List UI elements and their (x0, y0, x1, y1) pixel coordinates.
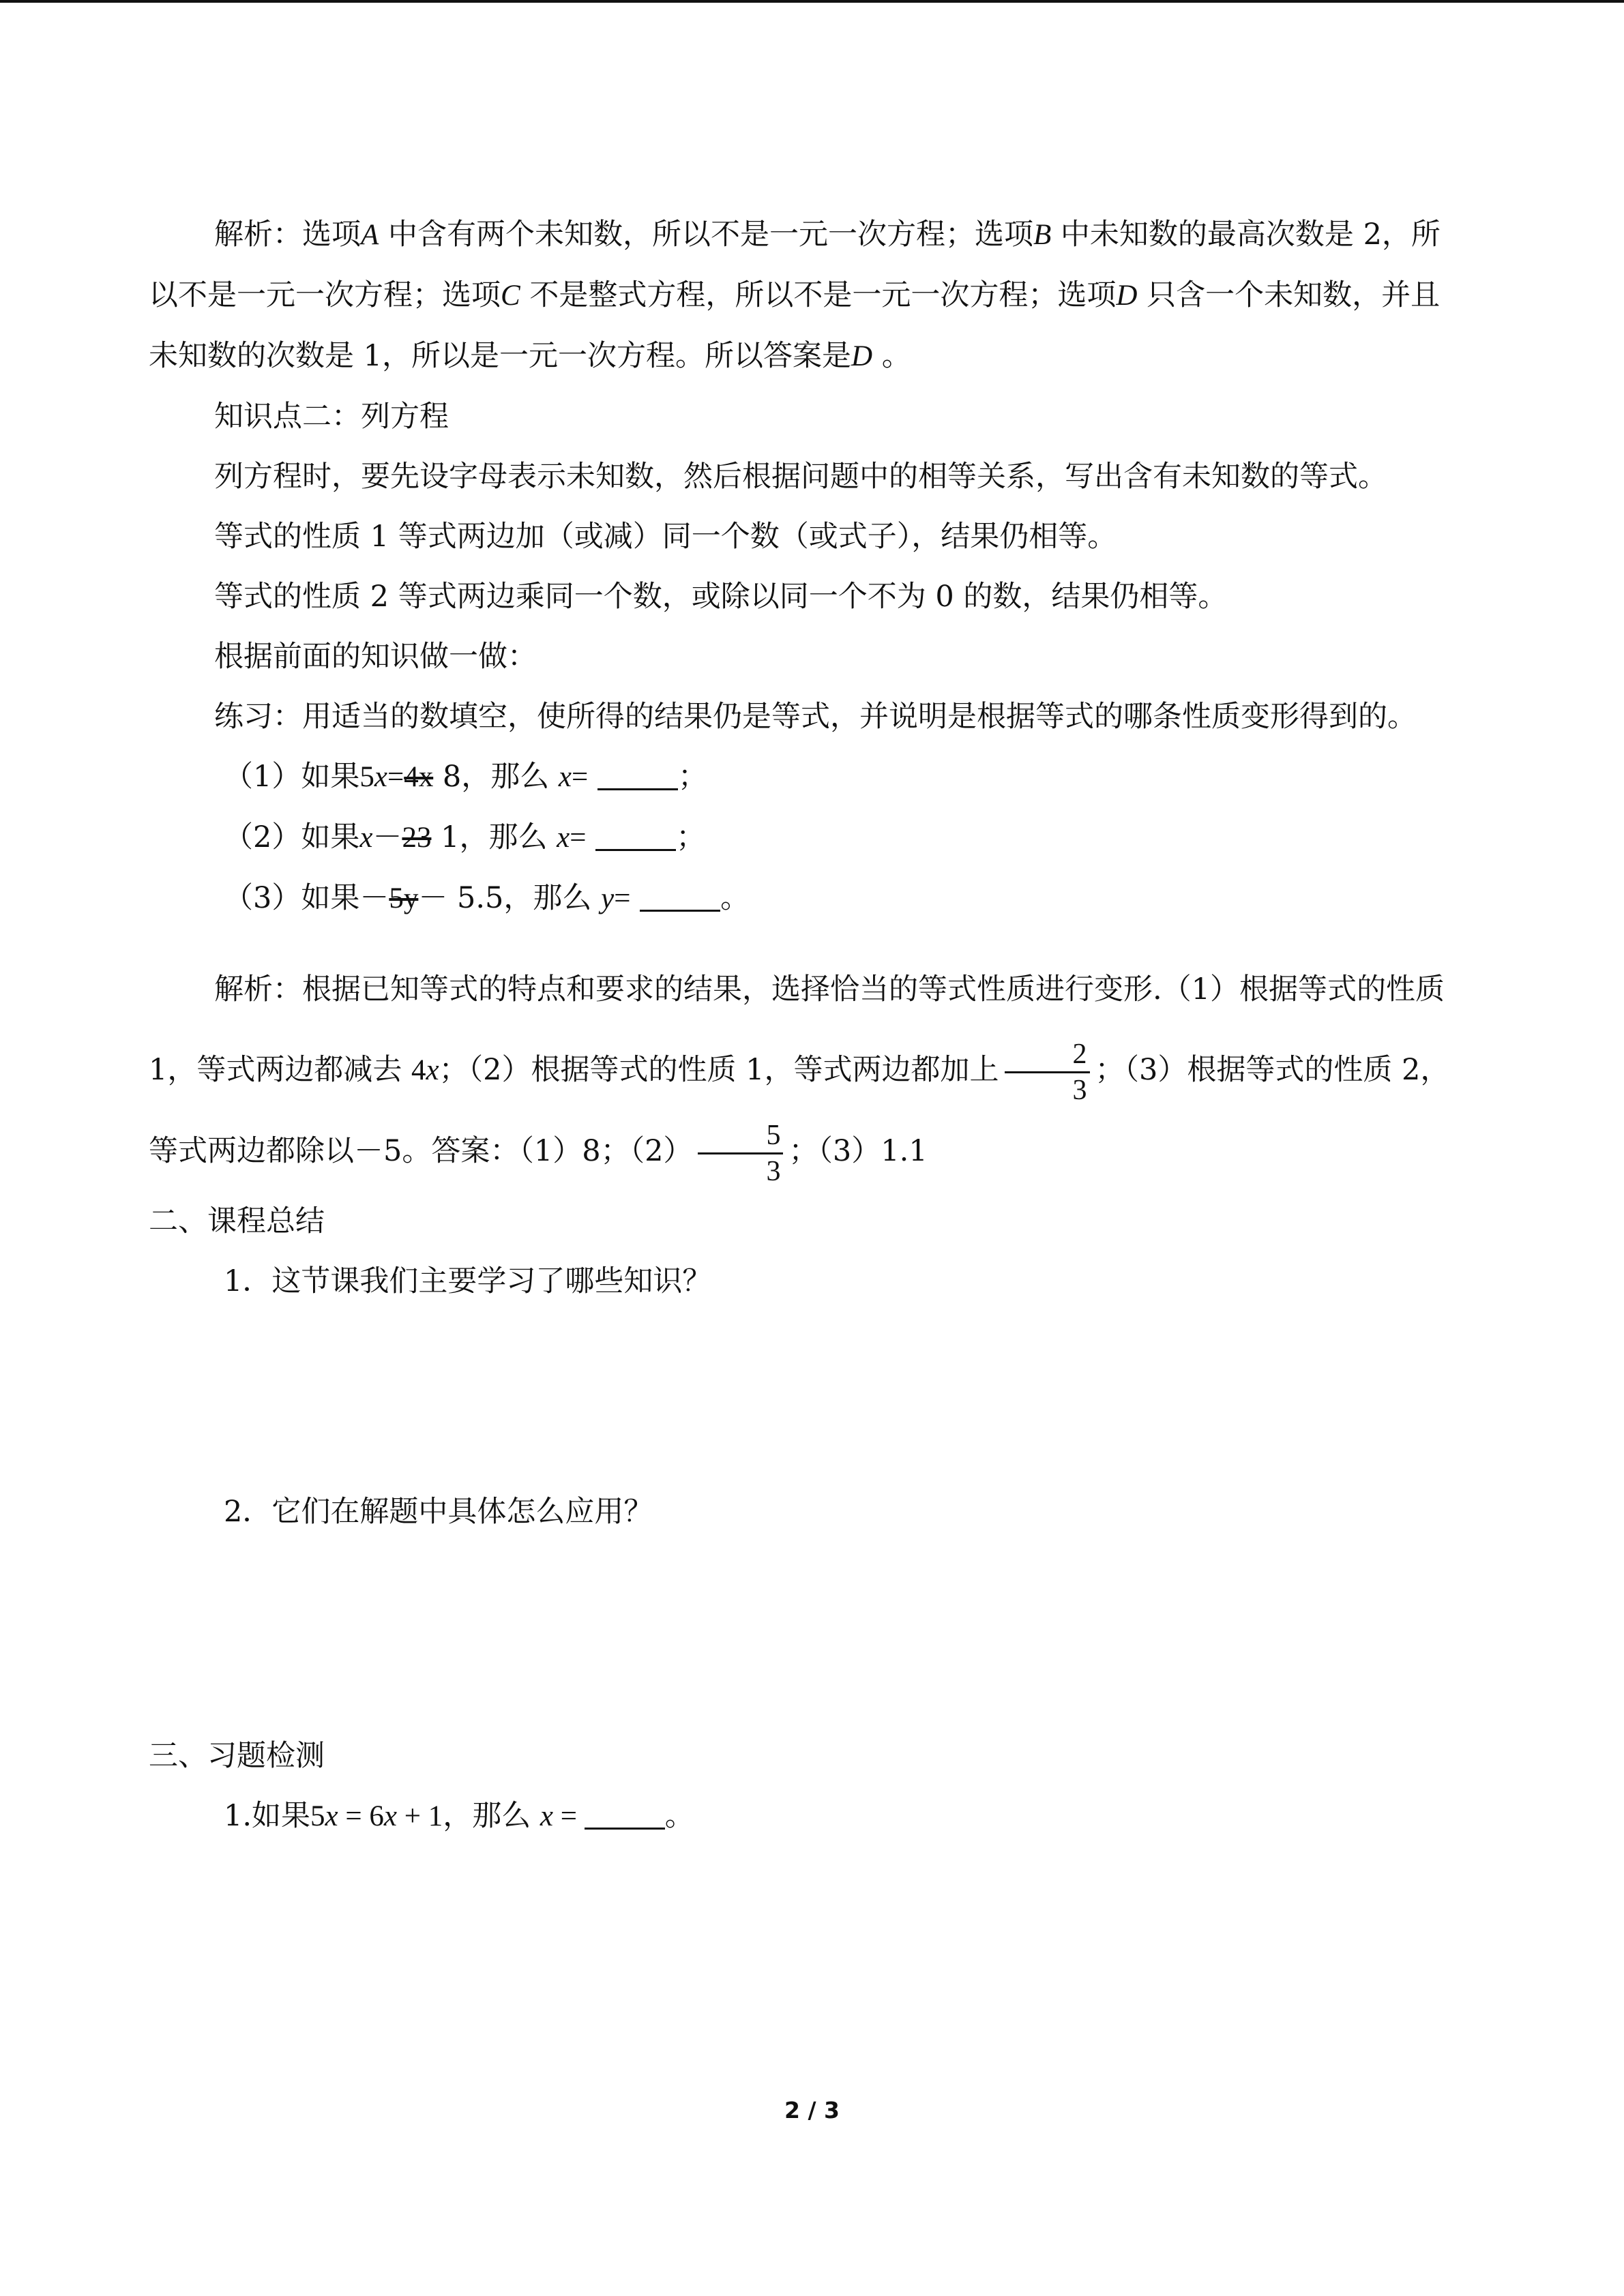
exercise-item-2 (149, 807, 1458, 868)
analysis-paragraph-1 (149, 205, 1458, 387)
text: 。 (664, 1799, 694, 1833)
exercise-item-3 (149, 868, 1458, 929)
text: 中含有两个未知数，所以不是一元一次方程；选项 (379, 218, 1033, 252)
fraction-two-thirds (1005, 1037, 1090, 1107)
math: 4 (411, 1054, 426, 1086)
struck-term: 4x (404, 761, 434, 793)
exercise-item-1 (149, 747, 1458, 807)
text: ，那么 (443, 1799, 540, 1833)
equality-property-1: 等式的性质 1 等式两边加（或减）同一个数（或式子），结果仍相等。 (214, 520, 1117, 554)
math: － (372, 822, 402, 854)
math: = (553, 1800, 585, 1832)
variable: x (557, 822, 570, 854)
variable: y (601, 882, 615, 914)
variable-b: B (1033, 219, 1052, 251)
text: 1.如果 (224, 1799, 311, 1833)
math: + 1 (396, 1800, 443, 1832)
fraction-numerator: 2 (1005, 1037, 1090, 1073)
answer-space[interactable] (149, 1542, 1458, 1726)
equality-property-2: 等式的性质 2 等式两边乘同一个数，或除以同一个不为 0 的数，结果仍相等。 (214, 580, 1228, 614)
variable: x (540, 1800, 554, 1832)
variable: x (374, 761, 387, 793)
fraction-denominator: 3 (1072, 1074, 1087, 1106)
text: － 5.5，那么 (418, 881, 602, 915)
variable-d: D (851, 340, 873, 372)
try-it-prompt: 根据前面的知识做一做： (214, 640, 537, 674)
text: ； (676, 820, 706, 854)
answer-space[interactable] (149, 1311, 1458, 1482)
answer-blank[interactable] (597, 756, 678, 790)
text: ；（2）根据等式的性质 1，等式两边都加上 (439, 1053, 999, 1087)
math: － (359, 882, 389, 914)
summary-question-1: 1．这节课我们主要学习了哪些知识？ (224, 1264, 712, 1298)
text: （3）如果 (224, 881, 360, 915)
text: 中未知数的最高次数是 2，所以不是一元一次方程；选项 (149, 218, 1441, 312)
page-number: 2 / 3 (784, 2097, 840, 2123)
answer-blank[interactable] (640, 877, 720, 912)
spacer (149, 929, 1458, 949)
text: 。 (720, 881, 750, 915)
variable-d: D (1116, 280, 1138, 312)
top-border (0, 0, 1624, 3)
text: 解析：选项 (214, 218, 361, 252)
knowledge-point-2-title: 知识点二：列方程 (214, 400, 449, 434)
text: 不是整式方程，所以不是一元一次方程；选项 (520, 278, 1117, 312)
fraction-numerator: 5 (698, 1118, 783, 1154)
analysis-paragraph-2 (149, 949, 1458, 1191)
variable: x (426, 1054, 439, 1086)
document-body (149, 205, 1458, 1847)
text: ；（3）根据等式的性质 2，等式两边都除以－5。答案：（1）8；（2） (149, 1053, 1450, 1168)
text: ；（3）1.1 (788, 1134, 928, 1168)
math: 6 (369, 1800, 384, 1832)
struck-term: 23 (402, 822, 432, 854)
text: （1）如果 (224, 760, 360, 794)
variable-c: C (501, 280, 520, 312)
variable-a: A (361, 219, 379, 251)
math: = (572, 761, 589, 793)
variable: x (558, 761, 572, 793)
struck-term: 5y (389, 882, 419, 914)
math: = (570, 822, 587, 854)
answer-blank[interactable] (585, 1795, 665, 1830)
math: = (387, 761, 404, 793)
text: ； (677, 760, 707, 794)
text: （2）如果 (224, 820, 360, 854)
variable: x (325, 1800, 338, 1832)
text: 1，那么 (431, 820, 557, 854)
fraction-five-thirds (698, 1118, 783, 1189)
math: = (614, 882, 631, 914)
test-question-1 (149, 1786, 1458, 1847)
summary-question-2: 2．它们在解题中具体怎么应用？ (224, 1495, 653, 1529)
fraction-denominator: 3 (766, 1155, 781, 1187)
math: = (338, 1800, 370, 1832)
knowledge-point-2-description: 列方程时，要先设字母表示未知数，然后根据问题中的相等关系，写出含有未知数的等式。 (214, 460, 1387, 494)
variable: x (359, 822, 373, 854)
exercise-intro: 练习：用适当的数填空，使所得的结果仍是等式，并说明是根据等式的哪条性质变形得到的。 (214, 700, 1417, 734)
text: 只含一个未知数，并且未知数的次数是 1，所以是一元一次方程。所以答案是 (149, 278, 1441, 373)
text: 解析：根据已知等式的特点和要求的结果，选择恰当的等式性质进行变形.（1）根据等式的性质 1，等式两边都减去 (149, 972, 1445, 1087)
section-3-title: 三、习题检测 (149, 1739, 325, 1773)
section-2-title: 二、课程总结 (149, 1204, 325, 1238)
answer-blank[interactable] (595, 816, 676, 851)
math: 5 (359, 761, 374, 793)
math: 5 (310, 1800, 325, 1832)
variable: x (383, 1800, 397, 1832)
text: 。 (872, 339, 911, 373)
text: 8，那么 (433, 760, 559, 794)
